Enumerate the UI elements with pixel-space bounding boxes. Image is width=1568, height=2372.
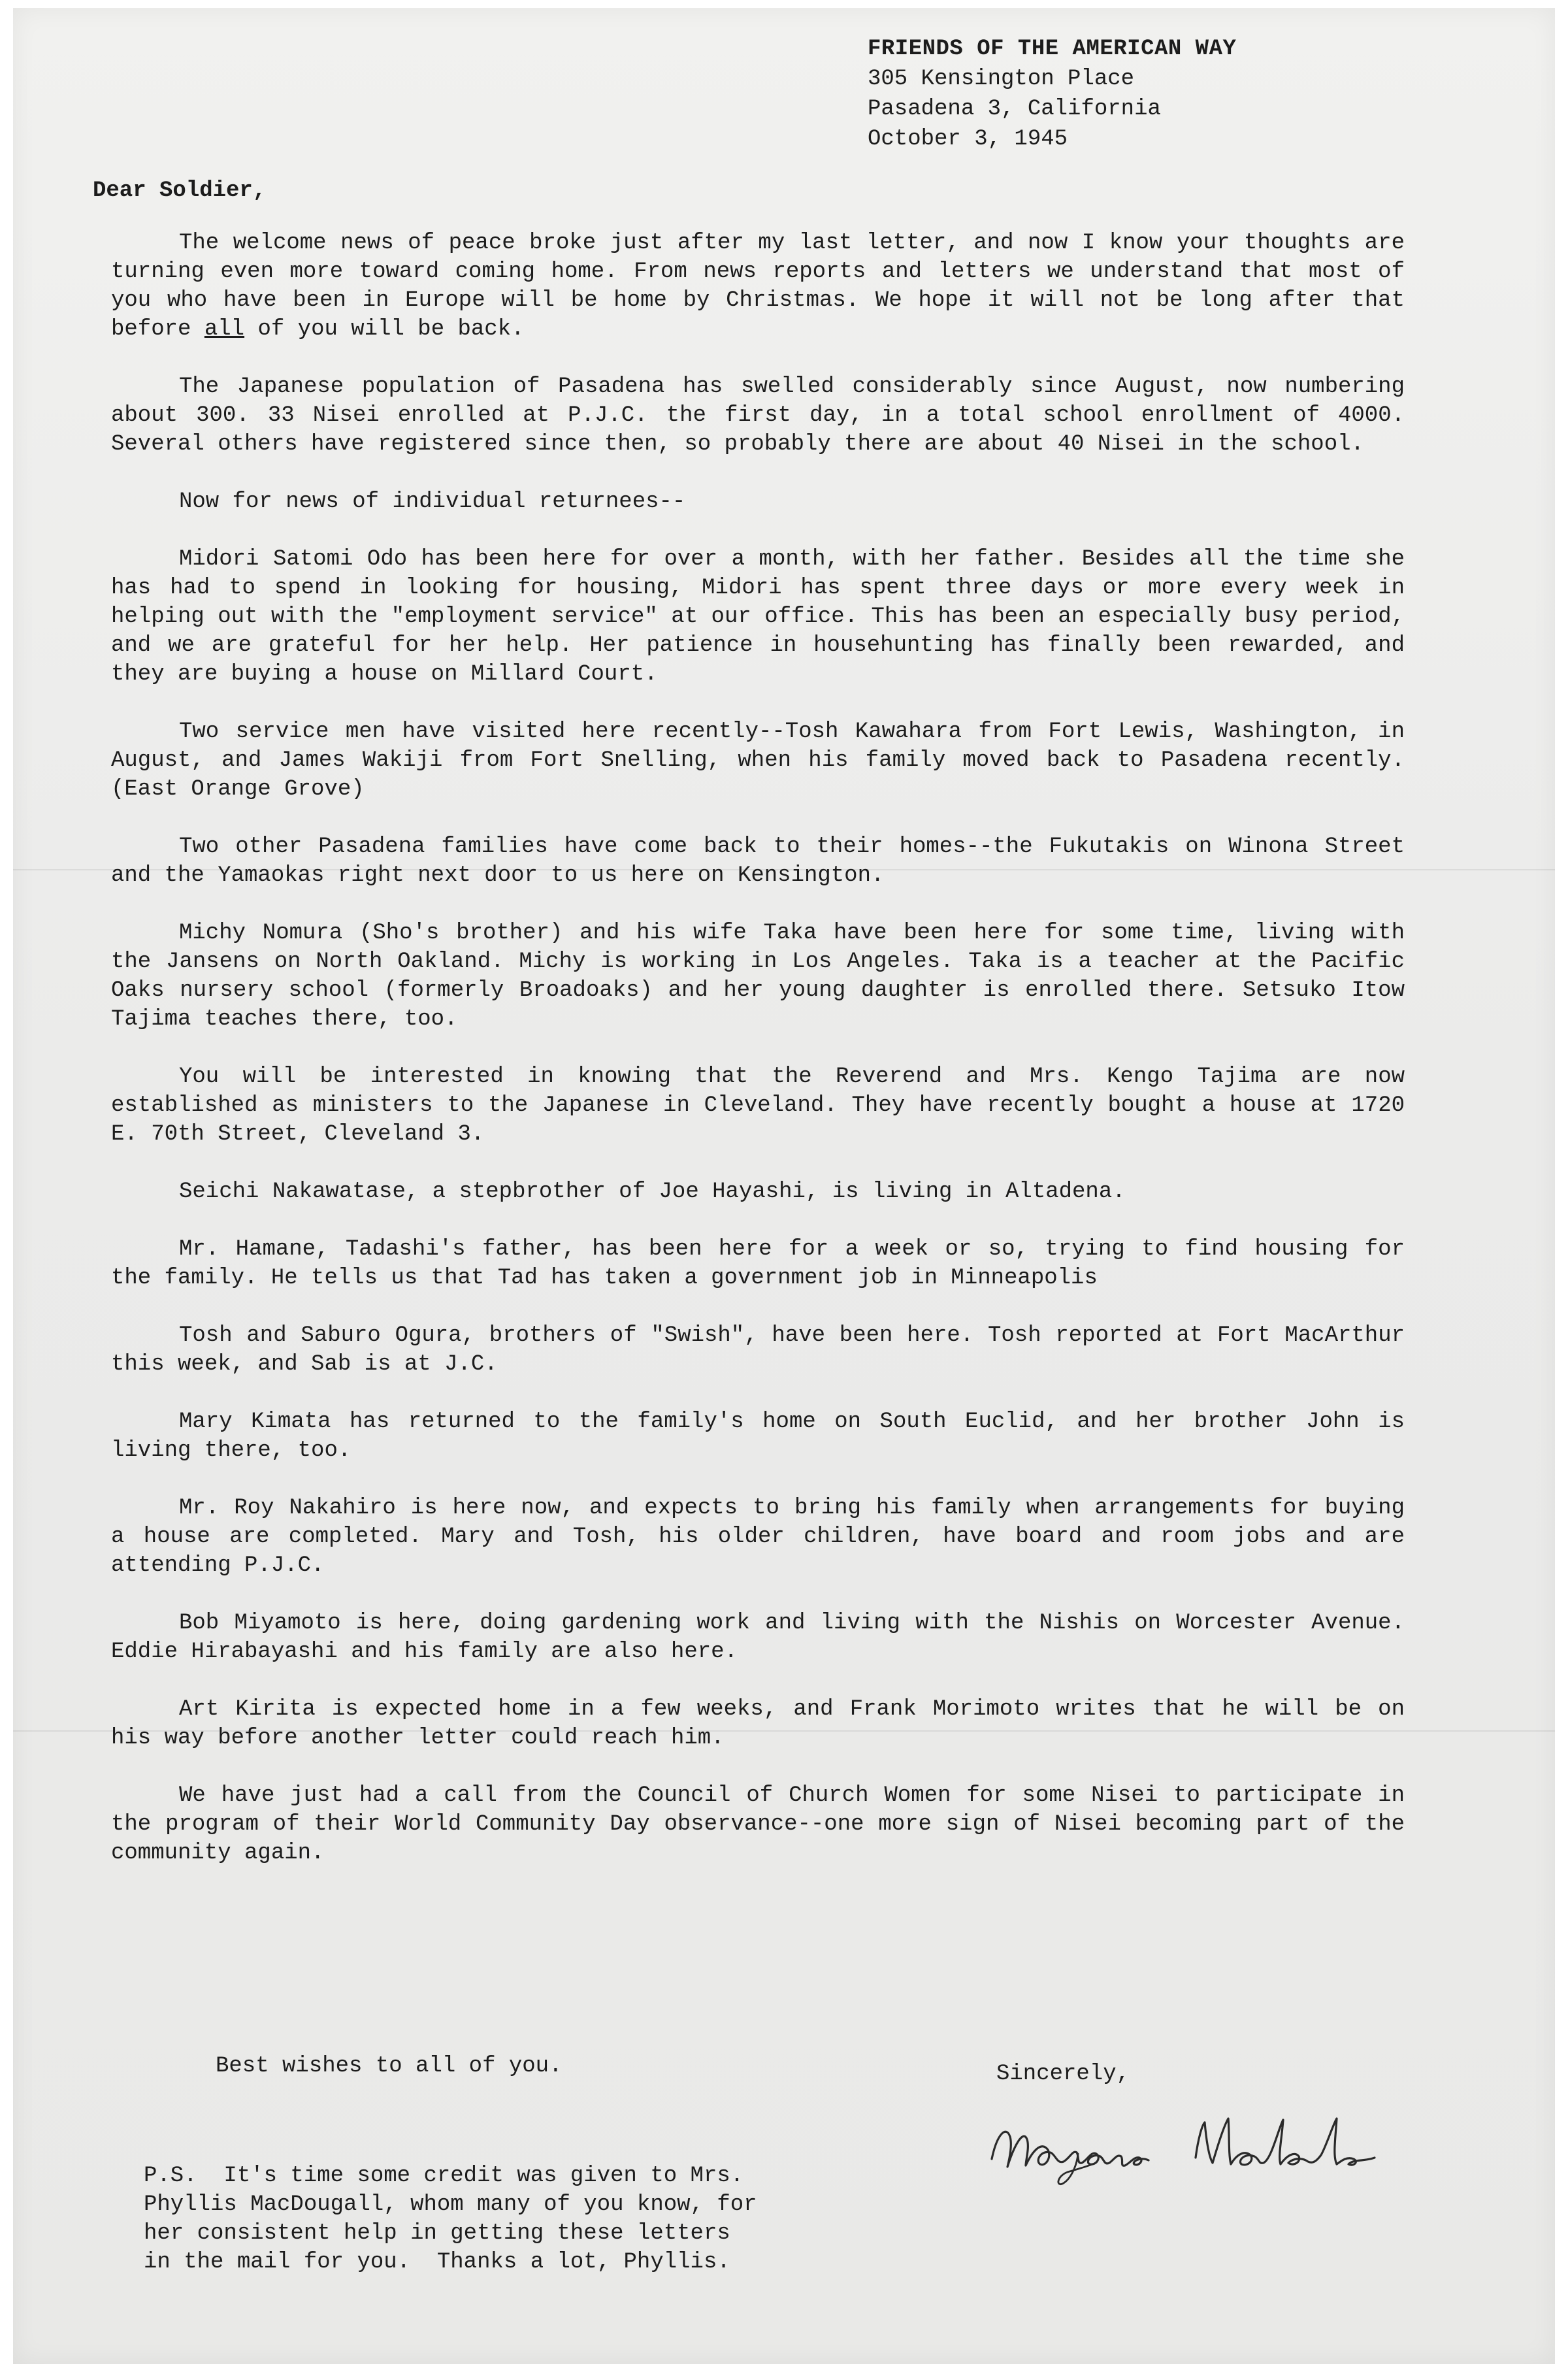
postscript-line-1: P.S. It's time some credit was given to Mrs. xyxy=(144,2164,744,2188)
postscript-line-2: Phyllis MacDougall, whom many of you know, for xyxy=(144,2192,757,2217)
paragraph-peace-news xyxy=(111,229,1405,344)
paragraph-text: The welcome news of peace broke just after my last letter, and now I know your thoughts are turning even more toward coming home. From news reports and letters we understand that most of you who have been in Europe will be home by Christmas. We hope it will not be long after that before xyxy=(111,231,1405,342)
paragraph-families: Two other Pasadena families have come back to their homes--the Fukutakis on Winona Street and the Yamaokas right next door to us here on Kensington. xyxy=(111,834,1405,888)
salutation: Dear Soldier, xyxy=(93,178,267,203)
paragraph-population: The Japanese population of Pasadena has swelled considerably since August, now numbering about 300. 33 Nisei enrolled at P.J.C. the first day, in a total school enrollment of 4000. Several others have registered since then, so probably there are about 40 Nisei in the school. xyxy=(111,374,1405,457)
best-wishes: Best wishes to all of you. xyxy=(216,2054,563,2079)
handwritten-signature xyxy=(980,2099,1398,2190)
letterhead-address-line-1: 305 Kensington Place xyxy=(868,67,1135,91)
postscript-line-4: in the mail for you. Thanks a lot, Phyllis. xyxy=(144,2250,730,2275)
letter-date: October 3, 1945 xyxy=(868,127,1068,152)
paragraph-miyamoto: Bob Miyamoto is here, doing gardening work and living with the Nishis on Worcester Avenue. Eddie Hirabayashi and his family are also here. xyxy=(111,1611,1405,1664)
paragraph-hamane: Mr. Hamane, Tadashi's father, has been here for a week or so, trying to find housing for the family. He tells us that Tad has taken a government job in Minneapolis xyxy=(111,1237,1405,1291)
paragraph-kimata: Mary Kimata has returned to the family's home on South Euclid, and her brother John is living there, too. xyxy=(111,1409,1405,1463)
letter-page xyxy=(13,8,1555,2364)
underlined-word: all xyxy=(204,317,245,342)
closing: Sincerely, xyxy=(996,2062,1130,2086)
paragraph-nakahiro: Mr. Roy Nakahiro is here now, and expects to bring his family when arrangements for buying a house are completed. Mary and Tosh, his older children, have board and room jobs and are attending P.J.C. xyxy=(111,1496,1405,1578)
paragraph-returnees-intro: Now for news of individual returnees-- xyxy=(179,489,686,514)
letterhead-address-line-2: Pasadena 3, California xyxy=(868,97,1161,122)
letterhead xyxy=(868,34,1403,154)
postscript-line-3: her consistent help in getting these letters xyxy=(144,2221,730,2246)
letterhead-org: FRIENDS OF THE AMERICAN WAY xyxy=(868,37,1237,61)
paragraph-nakawatase: Seichi Nakawatase, a stepbrother of Joe Hayashi, is living in Altadena. xyxy=(179,1179,1126,1204)
paragraph-kirita: Art Kirita is expected home in a few weeks, and Frank Morimoto writes that he will be on his way before another letter could reach him. xyxy=(111,1697,1405,1751)
paragraph-nomura: Michy Nomura (Sho's brother) and his wife Taka have been here for some time, living with the Jansens on North Oakland. Michy is working in Los Angeles. Taka is a teacher at the Pacific Oaks nursery school (formerly Broadoaks) and her young daughter is enrolled there. Setsuko Itow Tajima teaches there, too. xyxy=(111,921,1405,1032)
paragraph-text: of you will be back. xyxy=(244,317,525,342)
paragraph-ogura: Tosh and Saburo Ogura, brothers of "Swish", have been here. Tosh reported at Fort MacArthur this week, and Sab is at J.C. xyxy=(111,1323,1405,1377)
postscript xyxy=(144,2162,836,2277)
letter-body xyxy=(111,229,1405,1896)
paragraph-service-men: Two service men have visited here recently--Tosh Kawahara from Fort Lewis, Washington, in August, and James Wakiji from Fort Snelling, when his family moved back to Pasadena recently. (East Orange Grove) xyxy=(111,719,1405,802)
paragraph-church-women: We have just had a call from the Council of Church Women for some Nisei to participate in the program of their World Community Day observance--one more sign of Nisei becoming part of the community again. xyxy=(111,1783,1405,1866)
paragraph-midori: Midori Satomi Odo has been here for over a month, with her father. Besides all the time she has had to spend in looking for housing, Midori has spent three days or more every week in helping out with the "employment service" at our office. This has been an especially busy period, and we are grateful for her help. Her patience in househunting has finally been rewarded, and they are buying a house on Millard Court. xyxy=(111,547,1405,687)
paragraph-tajima: You will be interested in knowing that the Reverend and Mrs. Kengo Tajima are now established as ministers to the Japanese in Cleveland. They have recently bought a house at 1720 E. 70th Street, Cleveland 3. xyxy=(111,1064,1405,1147)
